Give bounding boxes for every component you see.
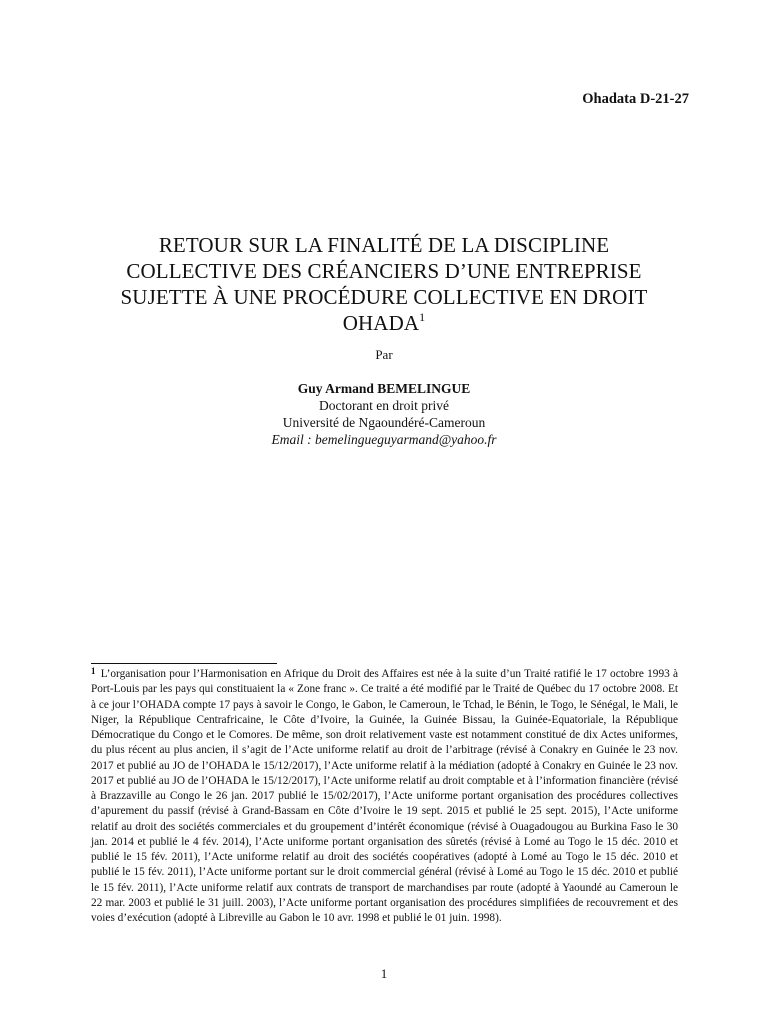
- page-number: 1: [380, 966, 388, 981]
- author-name: Guy Armand BEMELINGUE: [297, 381, 471, 396]
- document-title: [80, 232, 688, 336]
- author-institution: Université de Ngaoundéré-Cameroun: [282, 415, 486, 430]
- title-footnote-marker[interactable]: 1: [419, 310, 426, 324]
- title-line-4-text: OHADA: [342, 311, 420, 335]
- footnote-text: L’organisation pour l’Harmonisation en Afrique du Droit des Affaires est née à la suite d’un Traité ratifié le 17 octobre 1993 à Port-Louis par les pays qui constituaient la « Zone franc ». Ce traité a été modifié par le Traité de Québec du 17 octobre 2008. Et à ce jour l’OHADA compte 17 pays à savoir le Congo, le Gabon, le Cameroun, le Tchad, le Bénin, le Togo, le Sénégal, le Mali, le Niger, la République Centrafricaine, le Côte d’Ivoire, la Guinée, la Guinée Bissau, la Guinée-Equatoriale, la République Démocratique du Congo et le Comores. De même, son droit relativement vaste est notamment constitué de dix Actes uniformes, du plus récent au plus ancien, il s’agit de l’Acte uniforme relatif au droit de l’arbitrage (révisé à Conakry en Guinée le 23 nov. 2017 et publié au JO de l’OHADA le 15/12/2017), l’Acte uniforme relatif à la médiation (adopté à Conakry en Guinée le 23 nov. 2017 et publié au JO de l’OHADA le 15/12/2017), l’Acte uniforme relatif au droit comptable et à l’information financière (révisé à Brazzaville au Congo le 26 jan. 2017 publié le 15/02/2017), l’Acte uniforme portant organisation des procédures collectives d’apurement du passif (révisé à Grand-Bassam en Côte d’Ivoire le 19 sept. 2015 et publié le 25 sept. 2015), l’Acte uniforme relatif au droit des sociétés commerciales et du groupement d’intérêt économique (révisé à Ouagadougou au Burkina Faso le 30 jan. 2014 et publié le 4 fév. 2014), l’Acte uniforme portant organisation des sûretés (révisé à Lomé au Togo le 15 déc. 2010 et publié le 15 fév. 2011), l’Acte uniforme relatif au droit des sociétés coopératives (adopté à Lomé au Togo le 15 déc. 2010 et publié le 15 fév. 2011), l’Acte uniforme portant sur le droit commercial général (révisé à Lomé au Togo le 15 déc. 2010 et publié le 15 fév. 2011), l’Acte uniforme relatif aux contrats de transport de marchandises par route (adopté à Yaoundé au Cameroun le 22 mar. 2003 et publié le 31 juill. 2003), l’Acte uniforme portant organisation des procédures simplifiées de recouvrement et des voies d’exécution (adopté à Libreville au Gabon le 10 avr. 1998 et publié le 01 juin. 1998).: [91, 668, 679, 924]
- footnote-marker: 1: [91, 666, 96, 676]
- author-email: Email : bemelingueguyarmand@yahoo.fr: [271, 432, 497, 447]
- document-reference: Ohadata D-21-27: [582, 91, 689, 107]
- footnote: [91, 667, 678, 926]
- author-block: [0, 380, 768, 448]
- title-line-2: COLLECTIVE DES CRÉANCIERS D’UNE ENTREPRISE: [126, 259, 642, 283]
- footnote-separator: [91, 663, 277, 664]
- title-line-3: SUJETTE À UNE PROCÉDURE COLLECTIVE EN DROIT: [120, 285, 648, 309]
- by-label: Par: [375, 347, 393, 362]
- author-position: Doctorant en droit privé: [318, 398, 450, 413]
- title-line-1: RETOUR SUR LA FINALITÉ DE LA DISCIPLINE: [158, 233, 610, 257]
- title-line-4: [80, 310, 688, 336]
